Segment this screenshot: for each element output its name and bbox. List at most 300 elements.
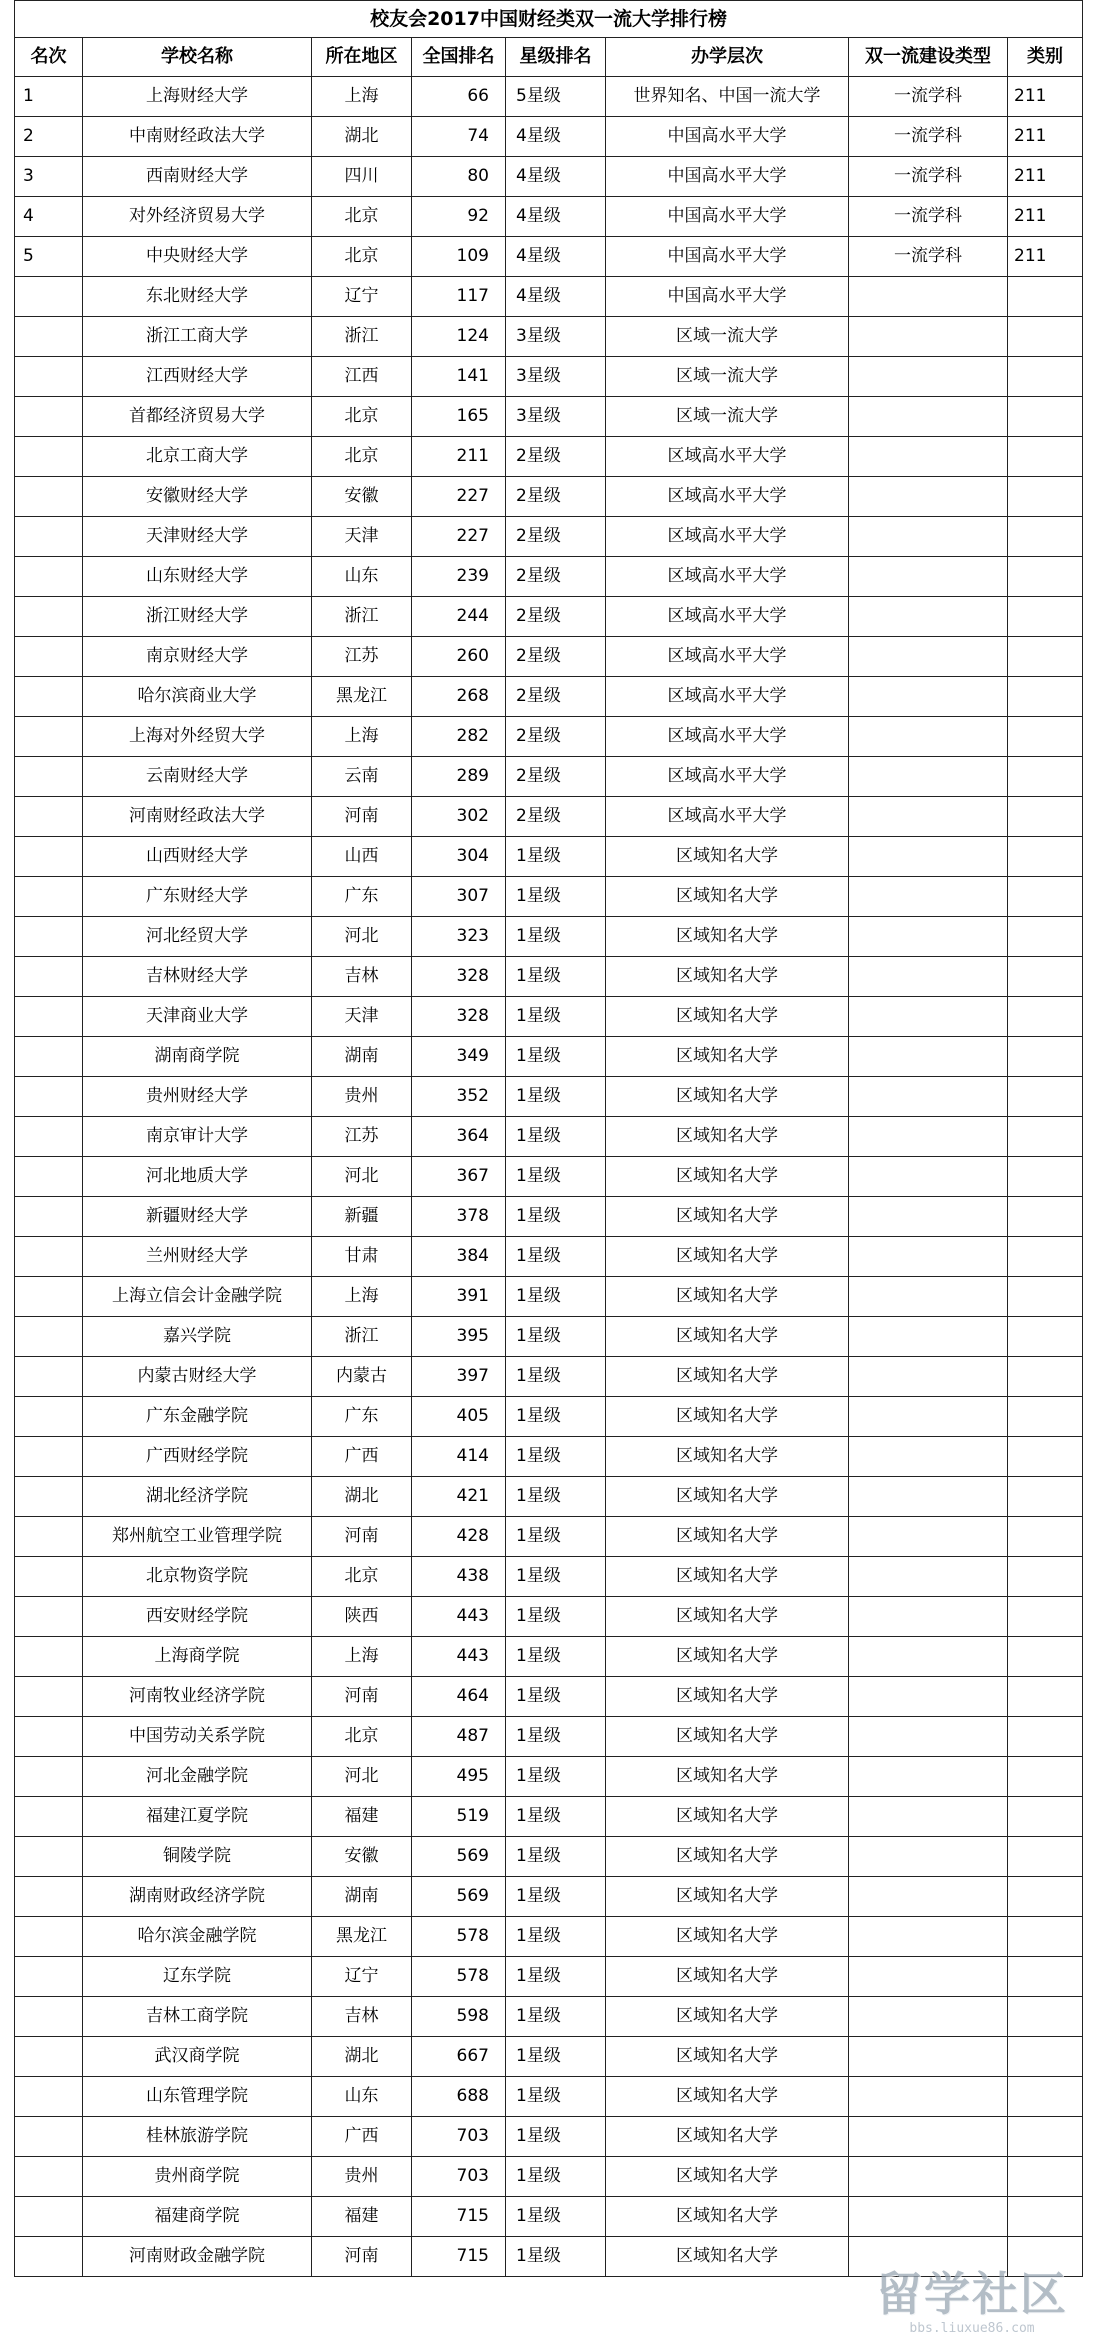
cell-region: 北京 [312, 1717, 412, 1757]
table-row [15, 1637, 1083, 1677]
cell-national-rank: 405 [412, 1397, 506, 1437]
cell-region: 广西 [312, 2117, 412, 2157]
cell-national-rank: 715 [412, 2197, 506, 2237]
table-row [15, 277, 1083, 317]
cell-star-rank: 2星级 [506, 677, 606, 717]
cell-region: 陕西 [312, 1597, 412, 1637]
cell-star-rank: 1星级 [506, 1757, 606, 1797]
cell-national-rank: 239 [412, 557, 506, 597]
cell-double-first-class [849, 1997, 1008, 2037]
cell-national-rank: 598 [412, 1997, 506, 2037]
cell-rank [15, 557, 83, 597]
cell-level: 区域知名大学 [606, 1757, 849, 1797]
cell-school-name: 新疆财经大学 [83, 1197, 312, 1237]
cell-level: 区域知名大学 [606, 1197, 849, 1237]
cell-region: 河南 [312, 2237, 412, 2277]
cell-region: 辽宁 [312, 277, 412, 317]
cell-region: 北京 [312, 237, 412, 277]
cell-school-name: 北京物资学院 [83, 1557, 312, 1597]
cell-level: 区域知名大学 [606, 1797, 849, 1837]
cell-region: 甘肃 [312, 1237, 412, 1277]
cell-region: 上海 [312, 1277, 412, 1317]
cell-region: 河南 [312, 797, 412, 837]
cell-region: 贵州 [312, 2157, 412, 2197]
cell-category: 211 [1008, 157, 1083, 197]
cell-national-rank: 328 [412, 997, 506, 1037]
cell-double-first-class [849, 1957, 1008, 1997]
cell-region: 广东 [312, 877, 412, 917]
cell-rank [15, 1997, 83, 2037]
cell-school-name: 桂林旅游学院 [83, 2117, 312, 2157]
cell-star-rank: 1星级 [506, 957, 606, 997]
cell-school-name: 辽东学院 [83, 1957, 312, 1997]
cell-double-first-class [849, 357, 1008, 397]
cell-category [1008, 557, 1083, 597]
cell-rank [15, 1717, 83, 1757]
cell-level: 区域知名大学 [606, 1077, 849, 1117]
cell-star-rank: 3星级 [506, 357, 606, 397]
cell-level: 区域知名大学 [606, 997, 849, 1037]
cell-category [1008, 317, 1083, 357]
cell-category [1008, 1237, 1083, 1277]
cell-rank [15, 1917, 83, 1957]
cell-star-rank: 1星级 [506, 1917, 606, 1957]
cell-double-first-class [849, 2237, 1008, 2277]
table-row [15, 2077, 1083, 2117]
cell-double-first-class [849, 717, 1008, 757]
cell-double-first-class [849, 2037, 1008, 2077]
cell-double-first-class [849, 1557, 1008, 1597]
cell-double-first-class [849, 1237, 1008, 1277]
cell-category [1008, 2117, 1083, 2157]
cell-rank [15, 917, 83, 957]
table-row [15, 557, 1083, 597]
cell-double-first-class [849, 1917, 1008, 1957]
header-school-name: 学校名称 [83, 38, 312, 77]
cell-category [1008, 1477, 1083, 1517]
cell-school-name: 吉林工商学院 [83, 1997, 312, 2037]
cell-double-first-class: 一流学科 [849, 117, 1008, 157]
table-row [15, 997, 1083, 1037]
cell-rank [15, 517, 83, 557]
cell-national-rank: 244 [412, 597, 506, 637]
cell-rank [15, 2077, 83, 2117]
table-row [15, 957, 1083, 997]
cell-national-rank: 421 [412, 1477, 506, 1517]
cell-level: 区域一流大学 [606, 357, 849, 397]
cell-school-name: 河北地质大学 [83, 1157, 312, 1197]
cell-double-first-class: 一流学科 [849, 157, 1008, 197]
cell-level: 区域知名大学 [606, 1557, 849, 1597]
header-level: 办学层次 [606, 38, 849, 77]
table-row [15, 1717, 1083, 1757]
cell-national-rank: 92 [412, 197, 506, 237]
cell-region: 浙江 [312, 597, 412, 637]
cell-region: 福建 [312, 2197, 412, 2237]
cell-school-name: 湖北经济学院 [83, 1477, 312, 1517]
cell-double-first-class [849, 1437, 1008, 1477]
cell-rank [15, 1237, 83, 1277]
cell-school-name: 首都经济贸易大学 [83, 397, 312, 437]
cell-star-rank: 2星级 [506, 517, 606, 557]
cell-category [1008, 1597, 1083, 1637]
cell-star-rank: 1星级 [506, 997, 606, 1037]
cell-star-rank: 1星级 [506, 1597, 606, 1637]
table-row [15, 1037, 1083, 1077]
cell-star-rank: 1星级 [506, 2197, 606, 2237]
table-row [15, 317, 1083, 357]
cell-category [1008, 2237, 1083, 2277]
cell-region: 江西 [312, 357, 412, 397]
cell-category [1008, 1917, 1083, 1957]
ranking-sheet [14, 0, 1082, 2277]
cell-school-name: 上海对外经贸大学 [83, 717, 312, 757]
cell-star-rank: 1星级 [506, 1557, 606, 1597]
table-row [15, 1957, 1083, 1997]
cell-region: 天津 [312, 517, 412, 557]
cell-school-name: 湖南财政经济学院 [83, 1877, 312, 1917]
table-row [15, 1677, 1083, 1717]
cell-level: 区域知名大学 [606, 1277, 849, 1317]
cell-school-name: 中南财经政法大学 [83, 117, 312, 157]
cell-double-first-class [849, 2077, 1008, 2117]
cell-level: 中国高水平大学 [606, 277, 849, 317]
cell-region: 天津 [312, 997, 412, 1037]
cell-category [1008, 1797, 1083, 1837]
cell-rank [15, 877, 83, 917]
cell-category [1008, 277, 1083, 317]
table-row [15, 1197, 1083, 1237]
cell-national-rank: 414 [412, 1437, 506, 1477]
cell-rank [15, 717, 83, 757]
cell-double-first-class [849, 2197, 1008, 2237]
ranking-table [14, 0, 1083, 2277]
cell-level: 区域知名大学 [606, 2237, 849, 2277]
cell-level: 区域知名大学 [606, 1677, 849, 1717]
cell-national-rank: 703 [412, 2157, 506, 2197]
cell-rank [15, 1157, 83, 1197]
cell-double-first-class [849, 2117, 1008, 2157]
cell-star-rank: 1星级 [506, 1997, 606, 2037]
cell-level: 中国高水平大学 [606, 237, 849, 277]
table-row [15, 1557, 1083, 1597]
cell-level: 区域知名大学 [606, 1997, 849, 2037]
cell-category [1008, 2037, 1083, 2077]
cell-rank [15, 1837, 83, 1877]
cell-star-rank: 1星级 [506, 1677, 606, 1717]
cell-school-name: 河北金融学院 [83, 1757, 312, 1797]
cell-rank [15, 1957, 83, 1997]
cell-national-rank: 268 [412, 677, 506, 717]
cell-level: 区域一流大学 [606, 397, 849, 437]
cell-rank [15, 1597, 83, 1637]
cell-double-first-class [849, 637, 1008, 677]
cell-double-first-class [849, 1837, 1008, 1877]
cell-school-name: 福建商学院 [83, 2197, 312, 2237]
cell-national-rank: 703 [412, 2117, 506, 2157]
table-row [15, 677, 1083, 717]
cell-double-first-class [849, 1597, 1008, 1637]
cell-region: 北京 [312, 397, 412, 437]
cell-national-rank: 487 [412, 1717, 506, 1757]
cell-school-name: 广东金融学院 [83, 1397, 312, 1437]
cell-school-name: 浙江财经大学 [83, 597, 312, 637]
cell-rank [15, 1397, 83, 1437]
table-row [15, 2037, 1083, 2077]
cell-school-name: 南京审计大学 [83, 1117, 312, 1157]
cell-double-first-class [849, 1797, 1008, 1837]
cell-double-first-class [849, 757, 1008, 797]
cell-rank [15, 757, 83, 797]
cell-level: 区域知名大学 [606, 1517, 849, 1557]
cell-school-name: 河南财经政法大学 [83, 797, 312, 837]
cell-category [1008, 877, 1083, 917]
cell-level: 区域知名大学 [606, 837, 849, 877]
cell-category [1008, 1117, 1083, 1157]
header-rank: 名次 [15, 38, 83, 77]
cell-national-rank: 117 [412, 277, 506, 317]
cell-rank [15, 2197, 83, 2237]
table-row [15, 1597, 1083, 1637]
cell-school-name: 天津财经大学 [83, 517, 312, 557]
cell-region: 辽宁 [312, 1957, 412, 1997]
cell-level: 区域一流大学 [606, 317, 849, 357]
cell-category [1008, 677, 1083, 717]
cell-level: 区域知名大学 [606, 1117, 849, 1157]
cell-rank [15, 1677, 83, 1717]
cell-double-first-class [849, 1877, 1008, 1917]
cell-double-first-class [849, 557, 1008, 597]
cell-level: 区域知名大学 [606, 1957, 849, 1997]
table-row [15, 1837, 1083, 1877]
cell-double-first-class [849, 517, 1008, 557]
cell-school-name: 吉林财经大学 [83, 957, 312, 997]
cell-category [1008, 997, 1083, 1037]
cell-region: 上海 [312, 1637, 412, 1677]
cell-national-rank: 227 [412, 477, 506, 517]
cell-region: 浙江 [312, 1317, 412, 1357]
cell-star-rank: 1星级 [506, 877, 606, 917]
cell-double-first-class [849, 1637, 1008, 1677]
cell-region: 北京 [312, 437, 412, 477]
cell-national-rank: 397 [412, 1357, 506, 1397]
cell-level: 中国高水平大学 [606, 157, 849, 197]
cell-national-rank: 349 [412, 1037, 506, 1077]
cell-region: 浙江 [312, 317, 412, 357]
cell-national-rank: 165 [412, 397, 506, 437]
cell-level: 区域知名大学 [606, 2197, 849, 2237]
table-row [15, 1317, 1083, 1357]
cell-national-rank: 328 [412, 957, 506, 997]
cell-rank [15, 1877, 83, 1917]
cell-double-first-class [849, 677, 1008, 717]
cell-level: 区域知名大学 [606, 957, 849, 997]
cell-school-name: 铜陵学院 [83, 1837, 312, 1877]
cell-region: 河北 [312, 1757, 412, 1797]
cell-category [1008, 477, 1083, 517]
cell-rank [15, 677, 83, 717]
cell-national-rank: 438 [412, 1557, 506, 1597]
cell-category [1008, 1037, 1083, 1077]
cell-level: 区域知名大学 [606, 1917, 849, 1957]
cell-region: 山东 [312, 557, 412, 597]
cell-region: 吉林 [312, 1997, 412, 2037]
cell-national-rank: 367 [412, 1157, 506, 1197]
table-row [15, 1237, 1083, 1277]
cell-rank [15, 1117, 83, 1157]
cell-school-name: 天津商业大学 [83, 997, 312, 1037]
cell-school-name: 南京财经大学 [83, 637, 312, 677]
cell-category [1008, 1637, 1083, 1677]
table-row [15, 157, 1083, 197]
cell-star-rank: 1星级 [506, 1437, 606, 1477]
cell-rank [15, 797, 83, 837]
cell-rank: 2 [15, 117, 83, 157]
cell-double-first-class [849, 1677, 1008, 1717]
cell-category [1008, 1757, 1083, 1797]
cell-rank [15, 397, 83, 437]
cell-school-name: 广西财经学院 [83, 1437, 312, 1477]
cell-level: 区域高水平大学 [606, 757, 849, 797]
cell-star-rank: 1星级 [506, 2077, 606, 2117]
cell-rank [15, 1197, 83, 1237]
cell-national-rank: 289 [412, 757, 506, 797]
cell-national-rank: 141 [412, 357, 506, 397]
cell-region: 湖北 [312, 2037, 412, 2077]
cell-category: 211 [1008, 77, 1083, 117]
cell-school-name: 对外经济贸易大学 [83, 197, 312, 237]
cell-category [1008, 637, 1083, 677]
cell-level: 区域知名大学 [606, 917, 849, 957]
cell-region: 四川 [312, 157, 412, 197]
cell-school-name: 哈尔滨商业大学 [83, 677, 312, 717]
cell-region: 上海 [312, 717, 412, 757]
cell-star-rank: 3星级 [506, 397, 606, 437]
cell-star-rank: 1星级 [506, 1117, 606, 1157]
cell-national-rank: 384 [412, 1237, 506, 1277]
cell-national-rank: 109 [412, 237, 506, 277]
cell-school-name: 山西财经大学 [83, 837, 312, 877]
cell-school-name: 湖南商学院 [83, 1037, 312, 1077]
cell-category [1008, 437, 1083, 477]
header-national-rank: 全国排名 [412, 38, 506, 77]
cell-national-rank: 211 [412, 437, 506, 477]
cell-rank [15, 637, 83, 677]
cell-double-first-class [849, 837, 1008, 877]
cell-region: 广东 [312, 1397, 412, 1437]
cell-level: 区域知名大学 [606, 1397, 849, 1437]
cell-category [1008, 517, 1083, 557]
cell-school-name: 山东财经大学 [83, 557, 312, 597]
cell-category [1008, 1957, 1083, 1997]
cell-double-first-class [849, 277, 1008, 317]
cell-star-rank: 4星级 [506, 157, 606, 197]
header-double-first-class: 双一流建设类型 [849, 38, 1008, 77]
cell-category [1008, 757, 1083, 797]
cell-star-rank: 2星级 [506, 637, 606, 677]
cell-double-first-class [849, 1277, 1008, 1317]
cell-star-rank: 1星级 [506, 2037, 606, 2077]
cell-rank [15, 997, 83, 1037]
cell-region: 黑龙江 [312, 1917, 412, 1957]
cell-national-rank: 569 [412, 1877, 506, 1917]
cell-rank: 5 [15, 237, 83, 277]
cell-category [1008, 717, 1083, 757]
cell-region: 云南 [312, 757, 412, 797]
table-row [15, 77, 1083, 117]
cell-national-rank: 364 [412, 1117, 506, 1157]
table-row [15, 2197, 1083, 2237]
cell-star-rank: 4星级 [506, 277, 606, 317]
cell-level: 区域知名大学 [606, 2117, 849, 2157]
cell-category [1008, 1837, 1083, 1877]
cell-national-rank: 227 [412, 517, 506, 557]
cell-double-first-class [849, 1197, 1008, 1237]
table-body [15, 77, 1083, 2277]
cell-category [1008, 837, 1083, 877]
cell-star-rank: 1星级 [506, 1957, 606, 1997]
table-row [15, 1877, 1083, 1917]
cell-national-rank: 578 [412, 1957, 506, 1997]
cell-region: 江苏 [312, 1117, 412, 1157]
watermark-main-text: 留学社区 [876, 2267, 1068, 2321]
cell-double-first-class [849, 2157, 1008, 2197]
table-row [15, 117, 1083, 157]
cell-region: 福建 [312, 1797, 412, 1837]
cell-school-name: 河北经贸大学 [83, 917, 312, 957]
cell-school-name: 安徽财经大学 [83, 477, 312, 517]
cell-star-rank: 2星级 [506, 437, 606, 477]
table-row [15, 1797, 1083, 1837]
header-star-rank: 星级排名 [506, 38, 606, 77]
cell-rank [15, 1357, 83, 1397]
cell-level: 区域知名大学 [606, 2037, 849, 2077]
cell-school-name: 福建江夏学院 [83, 1797, 312, 1837]
cell-school-name: 贵州商学院 [83, 2157, 312, 2197]
cell-star-rank: 2星级 [506, 757, 606, 797]
cell-category [1008, 1397, 1083, 1437]
table-row [15, 1117, 1083, 1157]
cell-double-first-class [849, 877, 1008, 917]
cell-rank [15, 1637, 83, 1677]
cell-category [1008, 1357, 1083, 1397]
cell-region: 湖北 [312, 117, 412, 157]
cell-category [1008, 1197, 1083, 1237]
cell-national-rank: 688 [412, 2077, 506, 2117]
cell-star-rank: 1星级 [506, 1837, 606, 1877]
cell-national-rank: 464 [412, 1677, 506, 1717]
cell-school-name: 中国劳动关系学院 [83, 1717, 312, 1757]
cell-double-first-class [849, 797, 1008, 837]
cell-level: 区域高水平大学 [606, 717, 849, 757]
cell-category [1008, 1077, 1083, 1117]
cell-category: 211 [1008, 117, 1083, 157]
table-row [15, 1917, 1083, 1957]
cell-level: 区域高水平大学 [606, 677, 849, 717]
cell-rank [15, 2117, 83, 2157]
cell-star-rank: 1星级 [506, 1277, 606, 1317]
cell-category [1008, 1677, 1083, 1717]
cell-category [1008, 2197, 1083, 2237]
cell-region: 广西 [312, 1437, 412, 1477]
cell-level: 区域知名大学 [606, 2157, 849, 2197]
cell-national-rank: 378 [412, 1197, 506, 1237]
cell-star-rank: 1星级 [506, 1797, 606, 1837]
header-region: 所在地区 [312, 38, 412, 77]
table-row [15, 237, 1083, 277]
cell-school-name: 上海商学院 [83, 1637, 312, 1677]
cell-category [1008, 1877, 1083, 1917]
